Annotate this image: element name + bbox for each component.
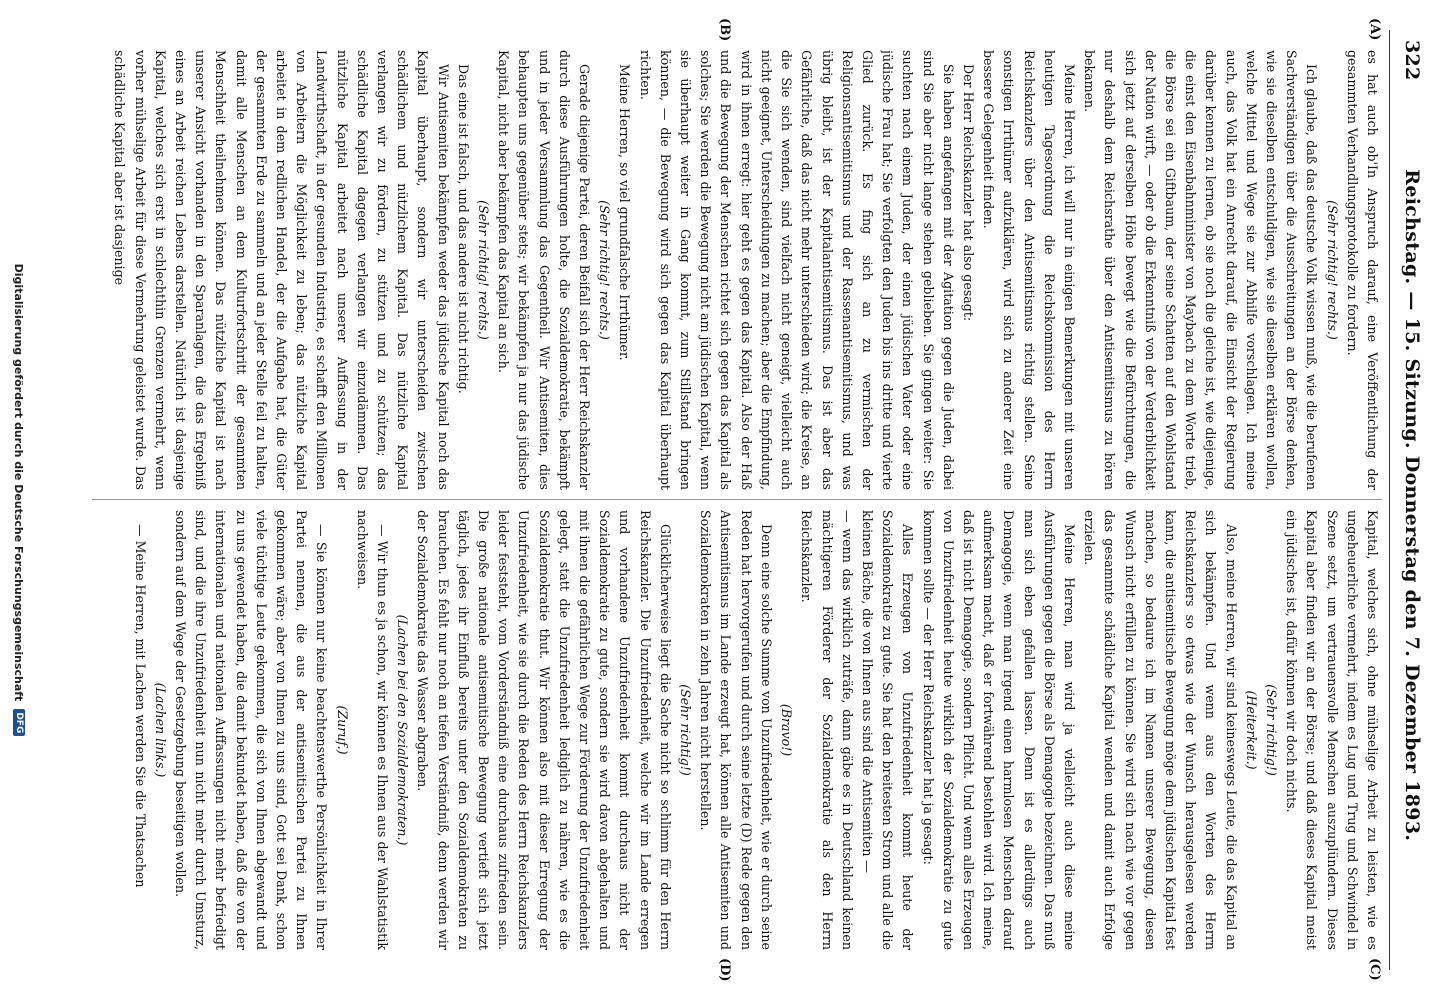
quotation: Sie haben angefangen mit der Agitation gegen die Juden, dabei sind Sie aber nicht lange stehen geblieben. Sie gingen weiter: Sie suchten nach einem Juden, der einen jüdischen Vater oder eine jüdische Frau hat; Sie verfolgten den Juden bis ins dritte und vierte Glied zurück. Es fing sich an zu vermischen der Religionsantisemitismus und der Rassenantisemitismus, und was übrig bleibt, ist der Kapitalantisemitismus. Das ist aber das Gefährliche, daß das nicht mehr unterschieden wird; die Kreise, an die Sie sich wenden, sind vielfach nicht geneigt, vielleicht auch nicht geeignet, Unterscheidungen zu machen; aber die Empfindung, wird in ihnen erregt: hier geht es gegen das Kapital. Also der Haß und die Bewegung der Menschen richtet sich gegen das Kapital als solches; Sie werden die Bewegung nicht am jüdischen Kapital, wenn sie überhaupt weiter in Gang kommt, zum Stillstand bringen können, — die Bewegung wird sich gegen das Kapital überhaupt richten. (637, 50, 956, 490)
paragraph: Meine Herren, ich will nur in einigen Bemerkungen mit unseren heutigen Tagesordnung die Reichskommission des Herrn Reichskanzlers über den Antisemitismus richtig stellen. Seine sonstigen Irrthümer aufzuklären, wird sich zu anderer Zeit eine bessere Gelegenheit finden. (981, 50, 1077, 490)
right-column (92, 510, 1382, 950)
digitization-credit (6, 0, 32, 1000)
credit-text: Digitalisierung gefördert durch die Deutsche Forschungsgemeinschaft (12, 263, 26, 702)
interjection: (Lachen bei den Sozialdemokraten.) (395, 614, 411, 846)
interjection: (Bravo!) (779, 703, 795, 757)
paragraph: Denn eine solche Summe von Unzufriedenheit, wie er durch seine Reden hat hervorgerufen und durch seine letzte (D) Rede gegen den Antisemitismus im Lande erzeugt hat, können alle Antisemiten und Sozialdemokraten in zehn Jahren nicht herstellen. (698, 510, 774, 950)
interjection: (Sehr richtig! rechts.) (1324, 200, 1340, 340)
paragraph: Glücklicherweise liegt die Sache nicht so schlimm für den Herrn Reichskanzler. Die Unzufriedenheit, welche wir im Lande erregen und vorhandene Unzufriedenheit kommt durchaus nicht der Sozialdemokratie zu gute, sondern sie wird davon abgehalten und mit ihnen die gefährlichen Wege zur Förderung der Unzufriedenheit gelegt, statt die Unzufriedenheit lediglich zu nähren, wie es die Sozialdemokratie thut. Wir können also mit dieser Erregung der Unzufriedenheit, wie sie durch die Reden des Herrn Reichskanzlers leider feststeht, vom Vorderständniß eine durchaus zufrieden sein. Die große nationale antisemitische Bewegung vertieft sich jetzt täglich, jedes ihr Einfluß bereits unter den Sozialdemokraten zu brauchen. Es fehlt nur noch an tiefen Verständniß, denn werden wir der Sozialdemokratie das Wasser abgraben. (415, 510, 673, 950)
margin-marker-a: (A) (1367, 18, 1382, 41)
interjection: (Lachen links.) (152, 682, 168, 778)
interjection: (Heiterkeit.) (1243, 690, 1259, 770)
paragraph: Das eine ist falsch, und das andere ist nicht richtig. (455, 64, 471, 394)
paragraph: — Sie können nur keine beachtenswerthe Persönlichkeit in Ihrer Partei nennen, die aus der antisemitischen Partei zu Ihnen gekommen wäre; aber von Ihnen zu uns sind, Gott sei Dank, schon viele tüchtige Leute gekommen, die sich von Ihnen abgewandt und zu uns gewendet haben, die damit bekundet haben, daß die von der internationalen und nationalen Auffassungen nicht mehr befriedigt sind, und die ihre Unzufriedenheit nun nicht mehr durch Umsturz, sondern auf dem Wege der Gesetzgebung beseitigen wollen. (173, 510, 330, 950)
quotation: Alles Erzeugen von Unzufriedenheit kommt heute der Sozialdemokratie zu gute. Sie hat den breitesten Strom und alle die kleinen Bäche, die von Ihnen aus sind die Antisemiten — (859, 510, 916, 950)
margin-marker-d: (D) (717, 958, 732, 982)
page-header (1392, 40, 1432, 960)
page-title: Reichstag. — 15. Sitzung. Donnerstag den 7. Dezember 1893. (1401, 169, 1423, 842)
column-divider (92, 499, 1382, 500)
margin-marker-c: (C) (1367, 958, 1382, 981)
paragraph: — wenn das wirklich zuträfe, dann gäbe es in Deutschland keinen mächtigeren Förderer der Sozialdemokratie als den Herrn Reichskanzler. (799, 510, 855, 950)
dfg-logo: DFG (13, 709, 25, 736)
paragraph: es hat auch ob'In Anspruch darauf, eine Veröffentlichung der gesammten Verhandlungsprotokolle zu fordern. (1344, 50, 1380, 490)
interjection: (Zuruf.) (334, 705, 350, 755)
interjection: (Sehr richtig!) (1263, 684, 1279, 776)
header-rule (1389, 30, 1390, 970)
paragraph: Gerade diejenige Partei, deren Beifall sich der Herr Reichskanzler durch diese Ausführungen holte, die Sozialdemokratie, bekämpft und in jeder Versammlung das Gegentheil. Wir Antisemiten, dies behaupten uns gegenüber stets; wir bekämpfen ja nur das jüdische Kapital, nicht aber bekämpfen das Kapital an sich. (496, 50, 593, 490)
paragraph: Der Herr Reichskanzler hat also gesagt: (960, 64, 976, 322)
left-column (92, 50, 1382, 490)
paragraph: Meine Herren, man wird ja vielleicht auch diese meine Ausführungen gegen die Börse als Demagogie bezeichnen. Das muß man sich eben gefallen lassen. Denn ist es allerdings auch Demagogie, wenn man irgend einen harmlosen Menschen darauf aufmerksam macht, daß er fortwährend bestohlen wird. Ich meine, daß ist nicht Demagogie, sondern Pflicht. Und wenn alles Erzeugen von Unzufriedenheit heute wirklich der Sozialdemokratie zu gute kommen sollte — der Herr Reichskanzler hat ja gesagt: (920, 510, 1077, 950)
paragraph: — Wir thun es ja schon, wir können es Ihnen aus der Wahlstatistik nachweisen. (354, 510, 391, 950)
paragraph: Wir Antisemiten bekämpfen weder das jüdische Kapital noch das Kapital überhaupt, sondern wir unterscheiden zwischen schädlichem und nützlichem Kapital. Das nützliche Kapital verlangen wir zu fördern, zu stützen und zu schützen; das schädliche Kapital dagegen verlangen wir einzudämmen. Das nützliche Kapital arbeitet nach unserer Auffassung in der Landwirthschaft, in der gesunden Industrie, es schafft den Millionen von Arbeitern die Möglichkeit zu leben; das nützliche Kapital arbeitet in dem redlichen Handel, der die Aufgabe hat, die Güter der gesammten Erde zu sammeln und an jeder Stelle feil zu halten, damit alle Menschen an dem Kulturfortschritt der gesammten Menschheit theilnehmen können. Das nützliche Kapital ist nach unserer Ansicht vorhanden in den Sparanlagen, die das Ergebniß eines an Arbeit reichen Lebens darstellen. Natürlich ist dasjenige Kapital, welches sich erst in schlechthin Grenzen vermehrt, wenn vorher mühselige Arbeit für diese Vermehrung geleistet wurde. Das schädliche Kapital aber ist dasjenige (112, 50, 451, 490)
paragraph: Ich glaube, daß das deutsche Volk wissen muß, wie die berufenen Sachverständigen über die Ausschreitungen an der Börse denken, wie sie dieselben entschuldigen, wie sie dieselben erklären wollen, welche Mittel und Wege sie zur Abhilfe vorschlagen. Ich meine auch, das Volk hat ein Anrecht darauf, die Einsicht der Regierung darüber kennen zu lernen, ob sie noch die gleiche ist, wie diejenige, die einst den Eisenbahnminister von Maybach zu dem Worte trieb, die Börse sei ein Giftbaum, der seine Schatten auf den Wohlstand der Nation wirft, — oder ob die Erkenntniß von der Verderblichkeit sich jetzt auf derselben Höhe bewegt wie die Befürchtungen, die nur deshalb dem Reichsrathe über den Antisemitismus zu hören bekamen. (1082, 50, 1320, 490)
page-number: 322 (1401, 40, 1423, 81)
margin-marker-b: (B) (717, 18, 732, 42)
interjection: (Sehr richtig! rechts.) (476, 200, 492, 340)
interjection: (Sehr richtig! rechts.) (597, 200, 613, 340)
paragraph: Meine Herren, so viel grundfalsche Irrthümer. (617, 64, 633, 361)
interjection: (Sehr richtig!) (678, 684, 694, 776)
paragraph: — Meine Herren, mit Lachen werden Sie die Thatsachen (132, 524, 148, 888)
paragraph: Also, meine Herren, wir sind keineswegs Leute, die das Kapital an sich bekämpfen. Und wenn aus den Worten des Herrn Reichskanzlers so etwas wie der Wunsch herausgelesen werden kann, die antisemitische Bewegung möge dem jüdischen Kapital fest machen, so bedaure ich im Namen unserer Bewegung, diesen Wunsch nicht erfüllen zu können. Sie wird sich nach wie vor gegen das gesammte schädliche Kapital wenden und damit auch Erfolge erzielen. (1082, 510, 1239, 950)
paragraph: Kapital, welches sich, ohne mühselige Arbeit zu leisten, wie es ungeheuerliche vermehrt, indem es Lug und Trug und Schwindel in Szene setzt, um vertrauensvolle Menschen auszuplündern. Dieses Kapital aber finden wir an der Börse; und daß dieses Kapital meist ein jüdisches ist, dafür können wir doch nichts. (1284, 510, 1380, 950)
